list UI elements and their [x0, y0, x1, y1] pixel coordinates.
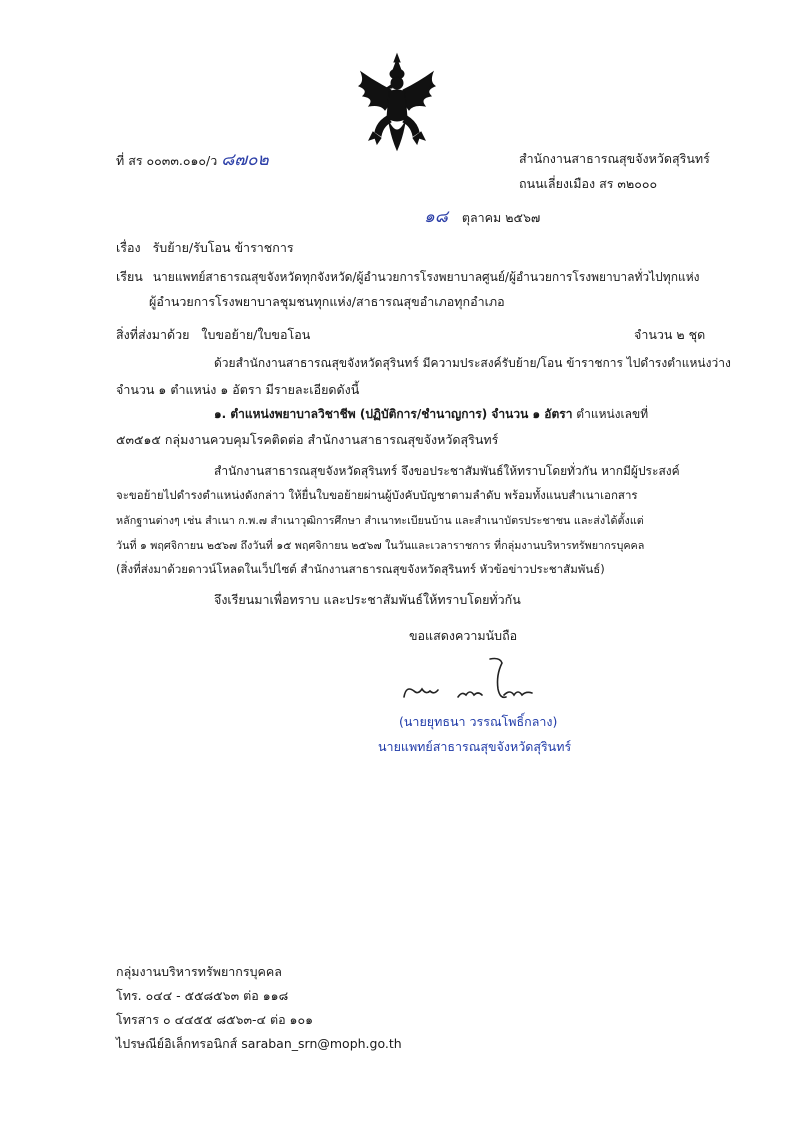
date-day: ๑๘	[424, 207, 448, 227]
closing-salutation: ขอแสดงความนับถือ	[409, 628, 518, 643]
reference-label: ที่ สร ๐๐๓๓.๐๑๐/ว	[116, 153, 218, 168]
reference-handwritten-number: ๘๗๐๒	[221, 150, 269, 170]
date-month-year: ตุลาคม ๒๕๖๗	[461, 210, 541, 225]
signer-title: นายแพทย์สาธารณสุขจังหวัดสุรินทร์	[378, 739, 572, 754]
subject-text: รับย้าย/รับโอน ข้าราชการ	[152, 240, 294, 255]
addressee-text-2: ผู้อำนวยการโรงพยาบาลชุมชนทุกแห่ง/สาธารณสุขอำเภอทุกอำเภอ	[149, 294, 505, 309]
footer-phone: โทร. ๐๔๔ - ๕๕๘๕๖๓ ต่อ ๑๑๘	[116, 988, 289, 1003]
footer-fax: โทรสาร ๐ ๔๔๕๕ ๘๕๖๓-๔ ต่อ ๑๐๑	[116, 1012, 314, 1027]
body-paragraph-2-line-5: (สิ่งที่ส่งมาด้วยดาวน์โหลดในเว็ปไซต์ สำนักงานสาธารณสุขจังหวัดสุรินทร์ หัวข้อข่าวประชาสัมพันธ์)	[116, 562, 605, 576]
enclosure-text: ใบขอย้าย/ใบขอโอน	[201, 327, 311, 342]
enclosure-amount: จำนวน ๒ ชุด	[634, 327, 706, 342]
enclosure-label: สิ่งที่ส่งมาด้วย	[116, 327, 190, 342]
signer-name: (นายยุทธนา วรรณโพธิ์กลาง)	[399, 714, 558, 729]
position-item-1-number-label: ตำแหน่งเลขที่	[576, 407, 649, 421]
footer-email: ไปรษณีย์อิเล็กทรอนิกส์ saraban_srn@moph.go.th	[116, 1036, 402, 1051]
addressee-label: เรียน	[116, 269, 143, 284]
letter-date	[424, 203, 540, 230]
footer-department: กลุ่มงานบริหารทรัพยากรบุคคล	[116, 964, 282, 979]
body-paragraph-2-line-2: จะขอย้ายไปดำรงตำแหน่งดังกล่าว ให้ยื่นใบขอย้ายผ่านผู้บังคับบัญชาตามลำดับ พร้อมทั้งแนบสำเนาเอกสาร	[116, 488, 638, 502]
reference-number	[116, 146, 269, 173]
garuda-emblem-icon	[355, 52, 439, 154]
office-name: สำนักงานสาธารณสุขจังหวัดสุรินทร์	[519, 151, 710, 166]
body-paragraph-3: จึงเรียนมาเพื่อทราบ และประชาสัมพันธ์ให้ทราบโดยทั่วกัน	[214, 592, 521, 607]
addressee-line-1	[116, 267, 699, 287]
body-paragraph-1-line-2: จำนวน ๑ ตำแหน่ง ๑ อัตรา มีรายละเอียดดังนี้	[116, 382, 360, 397]
body-paragraph-2-line-1: สำนักงานสาธารณสุขจังหวัดสุรินทร์ จึงขอประชาสัมพันธ์ให้ทราบโดยทั่วกัน หากมีผู้ประสงค์	[214, 464, 680, 478]
position-item-1	[214, 405, 648, 424]
position-item-1-title: ๑. ตำแหน่งพยาบาลวิชาชีพ (ปฏิบัติการ/ชำนาญการ) จำนวน ๑ อัตรา	[214, 407, 573, 421]
enclosure-line	[116, 325, 310, 345]
signature-icon	[400, 655, 570, 715]
subject-line	[116, 238, 294, 258]
subject-label: เรื่อง	[116, 240, 141, 255]
body-paragraph-1-line-1: ด้วยสำนักงานสาธารณสุขจังหวัดสุรินทร์ มีความประสงค์รับย้าย/โอน ข้าราชการ ไปดำรงตำแหน่งว่าง	[214, 356, 731, 370]
office-address: ถนนเลี่ยงเมือง สร ๓๒๐๐๐	[519, 176, 658, 191]
body-paragraph-2-line-3: หลักฐานต่างๆ เช่น สำเนา ก.พ.๗ สำเนาวุฒิการศึกษา สำเนาทะเบียนบ้าน และสำเนาบัตรประชาชน และส่งได้ตั้งแต่	[116, 514, 644, 527]
addressee-text-1: นายแพทย์สาธารณสุขจังหวัดทุกจังหวัด/ผู้อำนวยการโรงพยาบาลศูนย์/ผู้อำนวยการโรงพยาบาลทั่วไปทุกแห่ง	[152, 270, 700, 284]
body-paragraph-2-line-4: วันที่ ๑ พฤศจิกายน ๒๕๖๗ ถึงวันที่ ๑๕ พฤศจิกายน ๒๕๖๗ ในวันและเวลาราชการ ที่กลุ่มงานบริหารทรัพยากรบุคคล	[116, 539, 645, 552]
position-item-1-line-2: ๕๓๕๑๕ กลุ่มงานควบคุมโรคติดต่อ สำนักงานสาธารณสุขจังหวัดสุรินทร์	[116, 432, 499, 447]
